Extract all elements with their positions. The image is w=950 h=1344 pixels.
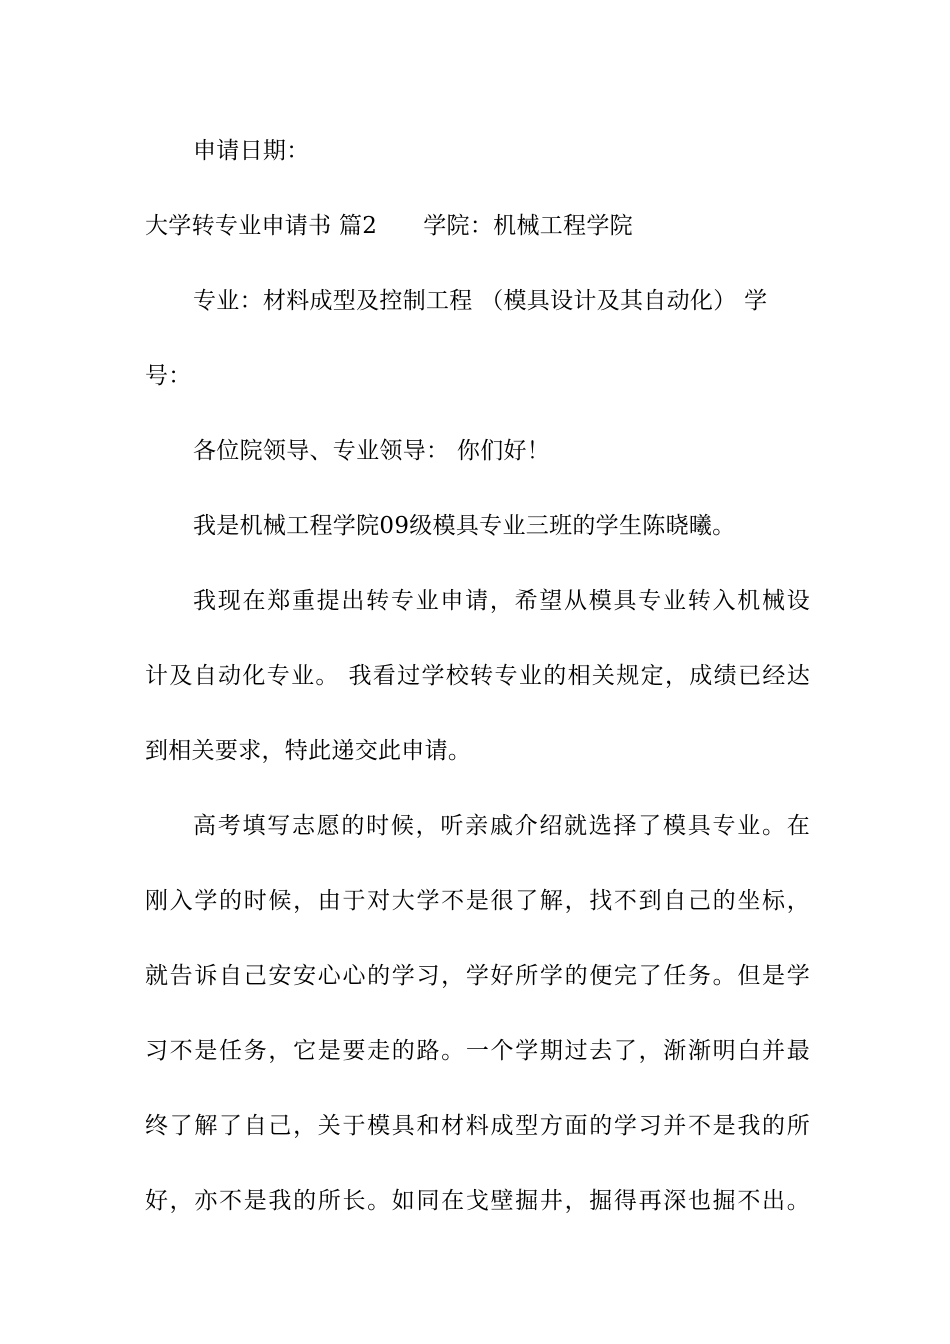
- major-field: 专业：材料成型及控制工程 （模具设计及其自动化） 学: [193, 288, 768, 314]
- reason-text-6: 好，亦不是我的所长。如同在戈壁掘井，掘得再深也掘不出。: [145, 1188, 810, 1214]
- student-id-field: 号：: [145, 363, 192, 389]
- application-date-line: [193, 137, 810, 165]
- reason-text-2: 刚入学的时候，由于对大学不是很了解，找不到自己的坐标，: [145, 888, 810, 914]
- paragraph-request-line-3: [145, 737, 810, 765]
- salutation: 各位院领导、专业领导： 你们好！: [193, 438, 551, 464]
- paragraph-request-line-2: [145, 662, 810, 690]
- application-date-label: 申请日期：: [193, 138, 310, 164]
- paragraph-intro: [193, 512, 810, 540]
- major-line: [193, 287, 810, 315]
- paragraph-reason-line-6: [145, 1187, 810, 1215]
- intro-text: 我是机械工程学院09级模具专业三班的学生陈晓曦。: [193, 513, 736, 539]
- paragraph-reason-line-2: [145, 887, 810, 915]
- request-text-2: 计及自动化专业。 我看过学校转专业的相关规定，成绩已经达: [145, 663, 810, 689]
- reason-text-1: 高考填写志愿的时候，听亲戚介绍就选择了模具专业。在: [193, 813, 810, 839]
- reason-text-4: 习不是任务，它是要走的路。一个学期过去了，渐渐明白并最: [145, 1038, 810, 1064]
- paragraph-reason-line-3: [145, 962, 810, 990]
- college-field: 学院：机械工程学院: [423, 213, 633, 239]
- paragraph-request-line-1: [193, 587, 810, 615]
- paragraph-reason-line-5: [145, 1112, 810, 1140]
- salutation-line: [193, 437, 810, 465]
- heading-line: [145, 212, 810, 240]
- paragraph-reason-line-4: [145, 1037, 810, 1065]
- document-title: 大学转专业申请书 篇2: [145, 213, 378, 239]
- request-text-3: 到相关要求，特此递交此申请。: [145, 738, 472, 764]
- paragraph-reason-line-1: [193, 812, 810, 840]
- request-text-1: 我现在郑重提出转专业申请，希望从模具专业转入机械设: [193, 588, 810, 614]
- reason-text-3: 就告诉自己安安心心的学习，学好所学的便完了任务。但是学: [145, 963, 810, 989]
- reason-text-5: 终了解了自己，关于模具和材料成型方面的学习并不是我的所: [145, 1113, 810, 1139]
- student-id-line: [145, 362, 810, 390]
